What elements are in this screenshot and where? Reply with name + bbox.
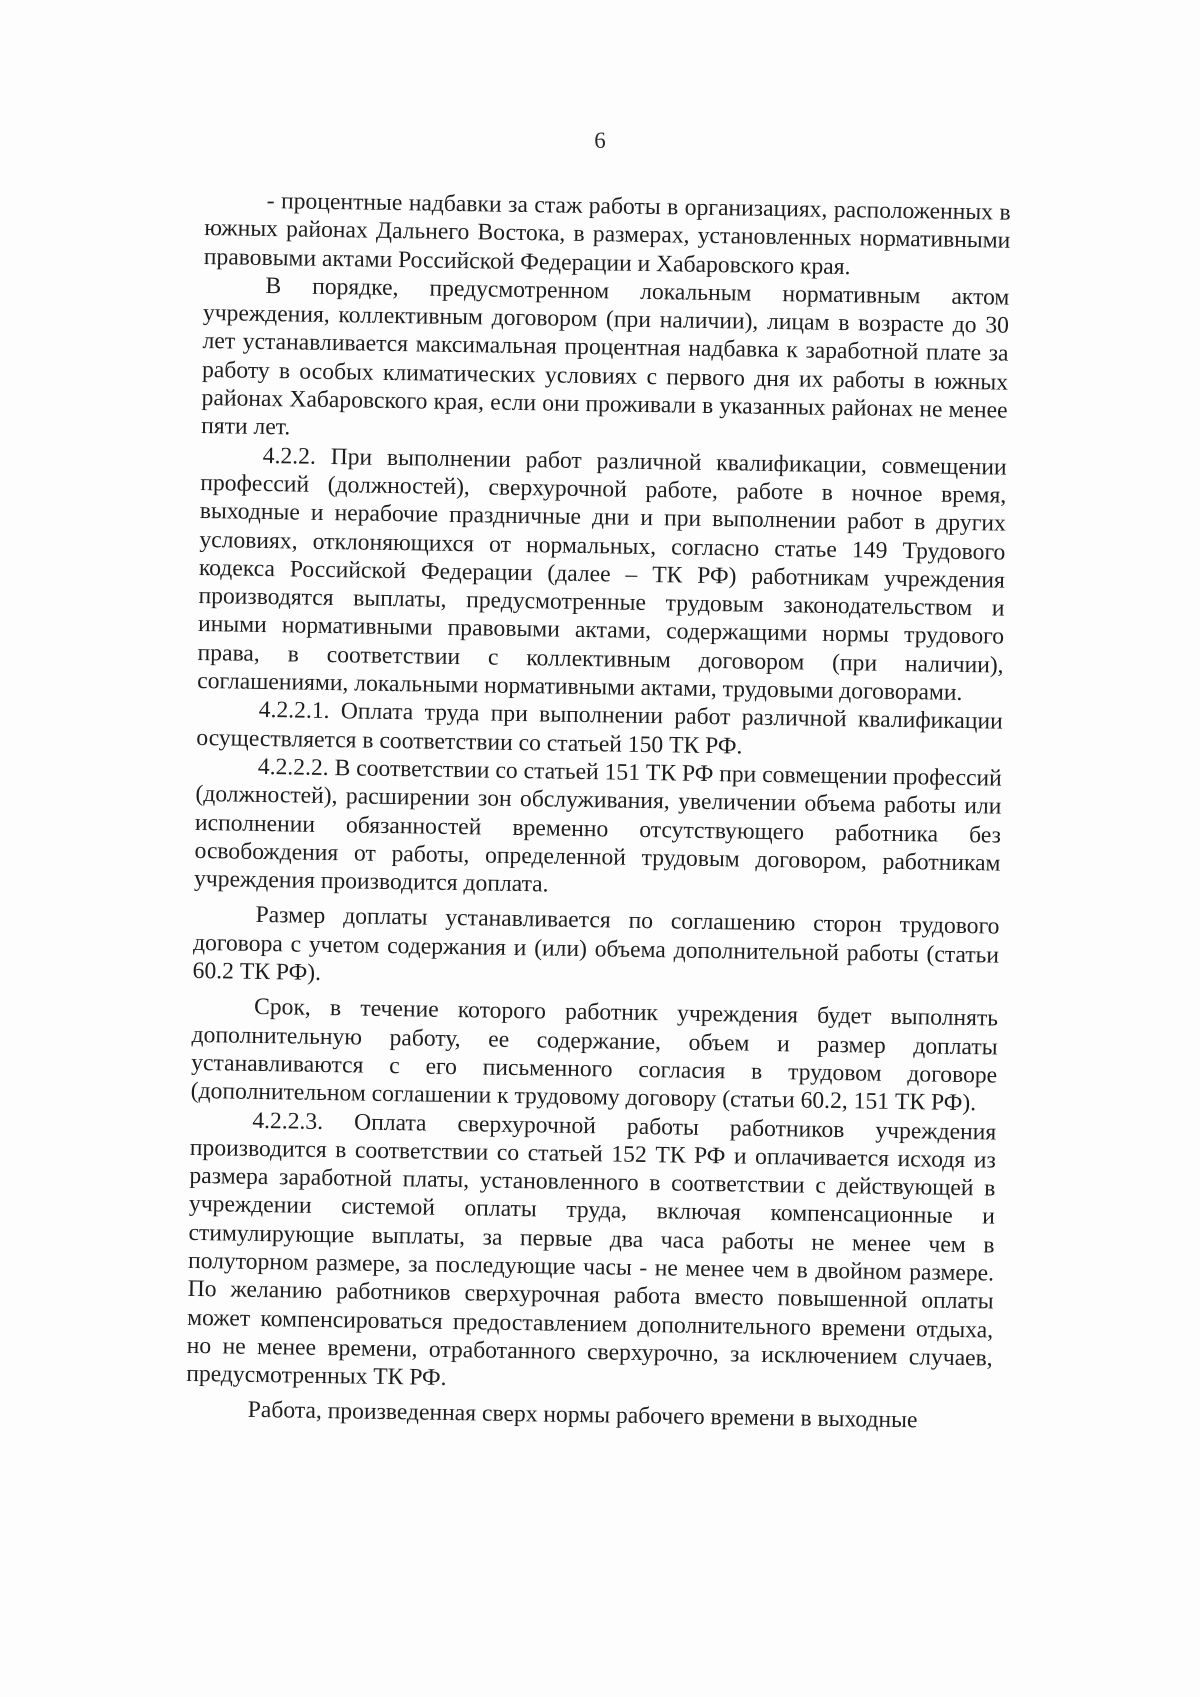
paragraph-surcharge-size: Размер доплаты устанавливается по соглашению сторон трудового договора с учетом содержания и (или) объема дополнительной работы (статьи 60.2 ТК РФ).: [192, 902, 1000, 986]
paragraph-youth-bonus: В порядке, предусмотренном локальным нормативным актом учреждения, коллективным договором (при наличии), лицам в возрасте до 30 лет устанавливается максимальная процентная надбавка к заработной плате за работу в особых климатических условиях с первого дня их работы в южных районах Хабаровского края, если они проживали в указанных районах не менее пяти лет.: [201, 272, 1010, 441]
paragraph-seniority-bonus: - процентные надбавки за стаж работы в организациях, расположенных в южных районах Дальнего Востока, в размерах, установленных нормативными правовыми актами Российской Федерации и Хабаровского края.: [203, 187, 1011, 280]
document-body: [186, 186, 1011, 1436]
paragraph-4-2-2-1: 4.2.2.1. Оплата труда при выполнении работ различной квалификации осуществляется в соответствии со статьей 150 ТК РФ.: [196, 697, 1003, 760]
paragraph-4-2-2: 4.2.2. При выполнении работ различной квалификации, совмещении профессий (должностей), сверхурочной работе, работе в ночное время, выходные и нерабочие праздничные дни и при выполнении работ в других условиях, отклоняющихся от нормальных, согласно статье 149 Трудового кодекса Российской Федерации (далее – ТК РФ) работникам учреждения производятся выплаты, предусмотренные трудовым законодательством и иными нормативными правовыми актами, содержащими нормы трудового права, в соответствии с коллективным договором (при наличии), соглашениями, локальными нормативными актами, трудовыми договорами.: [197, 442, 1007, 707]
paragraph-4-2-2-2: 4.2.2.2. В соответствии со статьей 151 ТК РФ при совмещении профессий (должностей), расширении зон обслуживания, увеличении объема работы или исполнении обязанностей временно отсутствующего работника без освобождения от работы, определенной трудовым договором, работникам учреждения производится доплата.: [193, 753, 1002, 898]
paragraph-weekend-work: Работа, произведенная сверх нормы рабочего времени в выходные: [247, 1397, 918, 1434]
paragraph-additional-work-term: Срок, в течение которого работник учреждения будет выполнять дополнительную работу, ее содержание, объем и размер доплаты устанавливаются с его письменного согласия в трудовом договоре (дополнительном соглашении к трудовому договору (статьи 60.2, 151 ТК РФ).: [190, 994, 999, 1117]
paragraph-4-2-2-3: 4.2.2.3. Оплата сверхурочной работы работников учреждения производится в соответствии со статьей 152 ТК РФ и оплачивается исходя из размера заработной платы, установленного в соответствии с действующей в учреждении системой оплаты труда, включая компенсационные и стимулирующие выплаты, за первые два часа работы не менее чем в полуторном размере, за последующие часы - не менее чем в двойном размере. По желанию работников сверхурочная работа вместо повышенной оплаты может компенсироваться предоставлением дополнительного времени отдыха, но не менее времени, отработанного сверхурочно, за исключением случаев, предусмотренных ТК РФ.: [186, 1107, 997, 1392]
page-number: 6: [594, 128, 606, 153]
